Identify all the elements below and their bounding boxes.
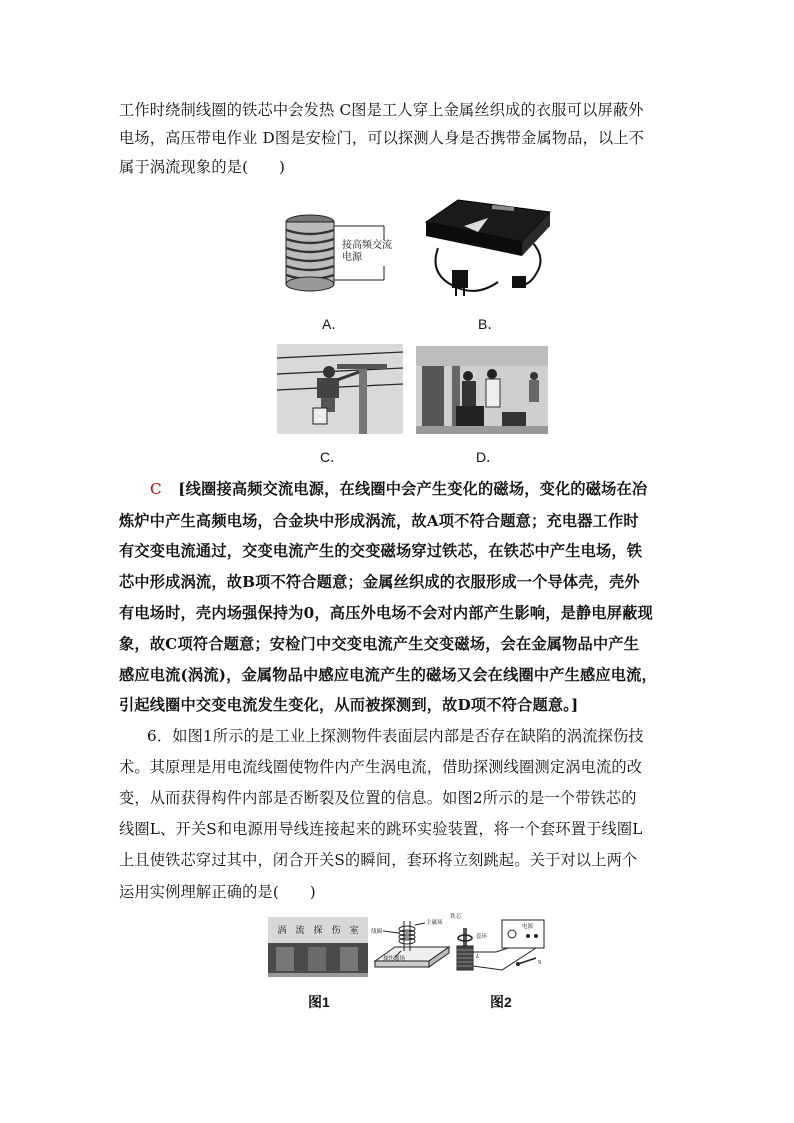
figure-1-label-coil: 线圈 [371,929,383,935]
figure-c [277,344,403,434]
answer-line-1 [150,478,647,500]
answer-line-5: 有电场时，壳内场强保持为0，高压外电场不会对内部产生影响，是静电屏蔽现 [119,604,653,622]
q5-line-2: 电场，高压带电作业 D图是安检门，可以探测人身是否携带金属物品，以上不 [119,129,645,147]
figure-1-photo [268,917,368,977]
figure-1-label-probe-field: 探伤磁场 [383,956,406,962]
figure-a [280,208,396,304]
caption-b: B． [478,316,502,332]
caption-figure-1: 图1 [308,994,330,1010]
figure-2-label-ring: 套环 [476,934,488,940]
q6-line-1: 6．如图1所示的是工业上探测物件表面层内部是否存在缺陷的涡流探伤技 [147,727,644,745]
q5-line-3: 属于涡流现象的是( ) [119,158,286,176]
answer-line-2: 炼炉中产生高频电场，合金块中形成涡流，故A项不符合题意；充电器工作时 [119,512,639,530]
figure-2-diagram [452,912,548,980]
q6-line-3: 变，从而获得构件内部是否断裂及位置的信息。如图2所示的是一个带铁芯的 [119,789,637,807]
figure-2-label-power: 电源 [522,924,534,930]
caption-figure-2: 图2 [490,994,512,1010]
figure-1-label-main-field: 主磁场 [426,920,443,926]
answer-line-1-text: [线圈接高频交流电源，在线圈中会产生变化的磁场，变化的磁场在冶 [178,480,648,498]
caption-a: A． [322,316,346,332]
caption-c: C． [320,449,345,465]
charger-image [418,196,554,300]
q6-line-2: 术。其原理是用电流线圈使物件内产生涡电流，借助探测线圈测定涡电流的改 [119,758,643,776]
figure-1-diagram [371,917,451,977]
figure-a-label: 接高频交流电源 [342,240,392,263]
answer-line-6: 象，故C项符合题意；安检门中交变电流产生交变磁场，会在金属物品中产生 [119,635,640,653]
answer-line-3: 有交变电流通过，交变电流产生的交变磁场穿过铁芯，在铁芯中产生电场，铁 [119,542,643,560]
caption-d: D． [476,449,501,465]
high-voltage-worker-image [277,344,403,434]
answer-line-7: 感应电流(涡流)，金属物品中感应电流产生的磁场又会在线圈中产生感应电流， [119,666,657,684]
figure-2-label-l: L [476,954,480,960]
security-gate-image [416,346,548,434]
figure-b [418,196,554,300]
q6-line-4: 线圈L、开关S和电源用导线连接起来的跳环实验装置，将一个套环置于线圈L [119,820,643,838]
answer-letter: C [150,480,162,498]
figure-d [416,346,548,434]
q6-line-5: 上且使铁芯穿过其中，闭合开关S的瞬间，套环将立刻跳起。关于对以上两个 [119,851,638,869]
q6-line-6: 运用实例理解正确的是( ) [119,883,316,901]
figure-1-sign: 涡 流 探 伤 室 [277,925,359,935]
answer-line-4: 芯中形成涡流，故B项不符合题意；金属丝织成的衣服形成一个导体壳，壳外 [119,573,640,591]
answer-line-8: 引起线圈中交变电流发生变化，从而被探测到，故D项不符合题意。] [119,696,579,714]
figure-2-label-s: S [538,960,542,966]
q5-line-1: 工作时绕制线圈的铁芯中会发热 C图是工人穿上金属丝织成的衣服可以屏蔽外 [119,101,644,119]
figure-2-label-core: 铁芯 [450,914,462,920]
